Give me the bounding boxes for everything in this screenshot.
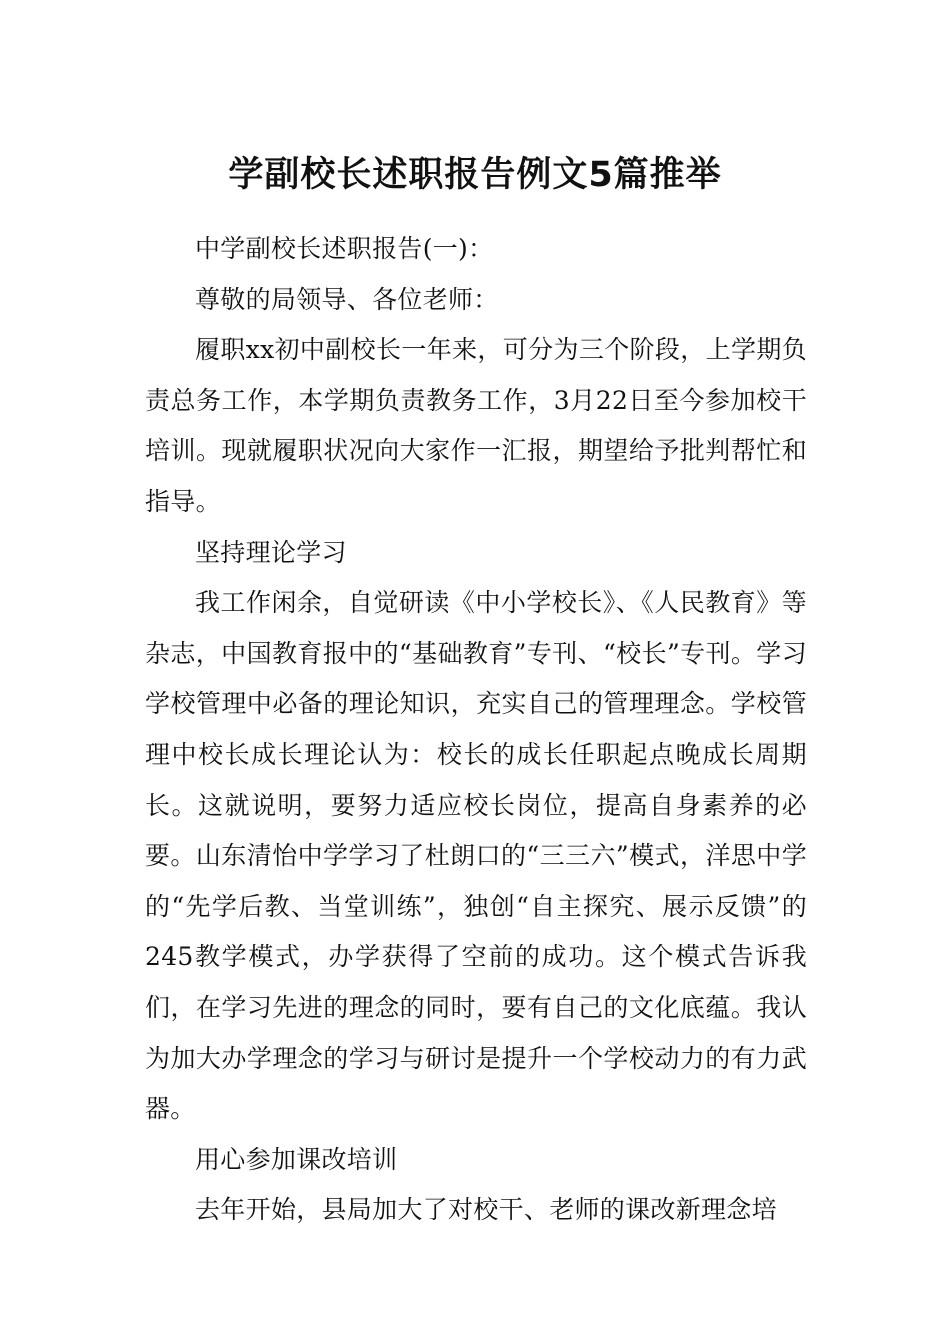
paragraph-heading: 中学副校长述职报告(一)： [195, 234, 494, 263]
document-title: 学副校长述职报告例文5篇推举 [228, 155, 722, 196]
paragraph-intro: 履职xx初中副校长一年来，可分为三个阶段，上学期负责总务工作，本学期负责教务工作，3月22日至今参加校干培训。现就履职状况向大家作一汇报，期望给予批判帮忙和指导。 [145, 335, 807, 516]
paragraph-theory-study: 我工作闲余，自觉研读《中小学校长》、《人民教育》等杂志，中国教育报中的“基础教育”专刊、“校长”专刊。学习学校管理中必备的理论知识，充实自己的管理理念。学校管理中校长成长理论认为：校长的成长任职起点晚成长周期长。这就说明，要努力适应校长岗位，提高自身素养的必要。山东清怡中学学习了杜朗口的“三三六”模式，洋思中学的“先学后教、当堂训练”，独创“自主探究、展示反馈”的245教学模式，办学获得了空前的成功。这个模式告诉我们，在学习先进的理念的同时，要有自己的文化底蕴。我认为加大办学理念的学习与研讨是提升一个学校动力的有力武器。 [145, 588, 807, 1124]
paragraph-salutation: 尊敬的局领导、各位老师： [195, 284, 499, 314]
section-heading-theory-study: 坚持理论学习 [195, 537, 347, 567]
paragraph-curriculum-training: 去年开始，县局加大了对校干、老师的课改新理念培 [195, 1195, 777, 1225]
document-body [145, 224, 807, 1236]
section-heading-curriculum-training: 用心参加课改培训 [195, 1144, 398, 1174]
